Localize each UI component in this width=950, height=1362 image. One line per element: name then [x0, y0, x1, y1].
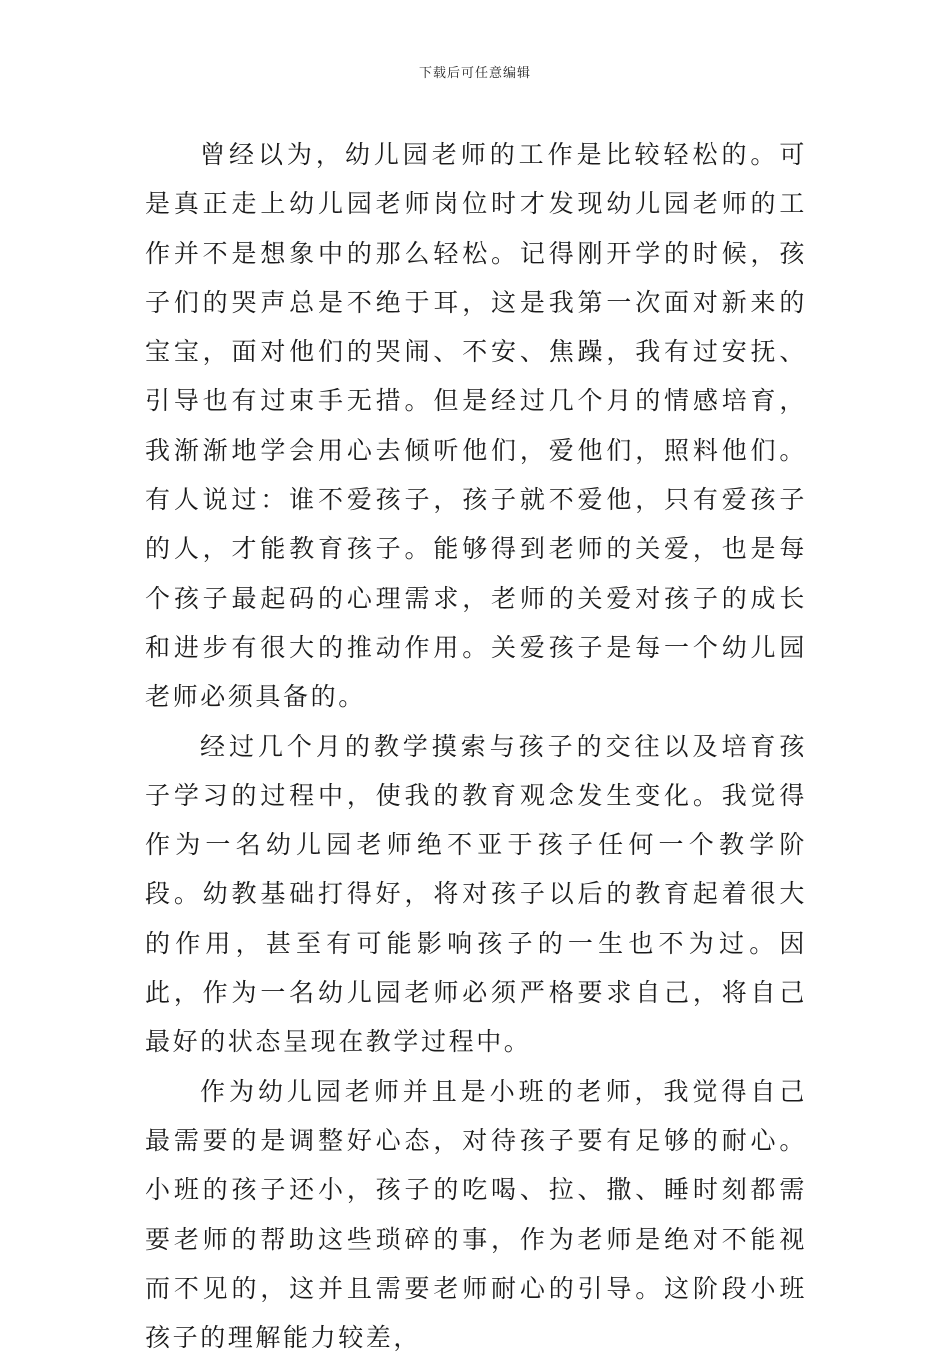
paragraph-2: 经过几个月的教学摸索与孩子的交往以及培育孩子学习的过程中，使我的教育观念发生变化。我觉得作为一名幼儿园老师绝不亚于孩子任何一个教学阶段。幼教基础打得好，将对孩子以后的教育起着很大的作用，甚至有可能影响孩子的一生也不为过。因此，作为一名幼儿园老师必须严格要求自己，将自己最好的状态呈现在教学过程中。: [145, 731, 807, 1057]
header-note: 下载后可任意编辑: [418, 66, 531, 81]
document-body: [145, 130, 807, 1362]
paragraph-3: 作为幼儿园老师并且是小班的老师，我觉得自己最需要的是调整好心态，对待孩子要有足够的耐心。小班的孩子还小，孩子的吃喝、拉、撒、睡时刻都需要老师的帮助这些琐碎的事，作为老师是绝对不能视而不见的，这并且需要老师耐心的引导。这阶段小班孩子的理解能力较差，: [145, 1076, 807, 1353]
paragraph-1: 曾经以为，幼儿园老师的工作是比较轻松的。可是真正走上幼儿园老师岗位时才发现幼儿园老师的工作并不是想象中的那么轻松。记得刚开学的时候，孩子们的哭声总是不绝于耳，这是我第一次面对新来的宝宝，面对他们的哭闹、不安、焦躁，我有过安抚、引导也有过束手无措。但是经过几个月的情感培育，我渐渐地学会用心去倾听他们，爱他们，照料他们。 有人说过：谁不爱孩子，孩子就不爱他，只有爱孩子的人，才能教育孩子。能够得到老师的关爱，也是每个孩子最起码的心理需求，老师的关爱对孩子的成长和进步有很大的推动作用。关爱孩子是每一个幼儿园老师必须具备的。: [145, 140, 807, 712]
